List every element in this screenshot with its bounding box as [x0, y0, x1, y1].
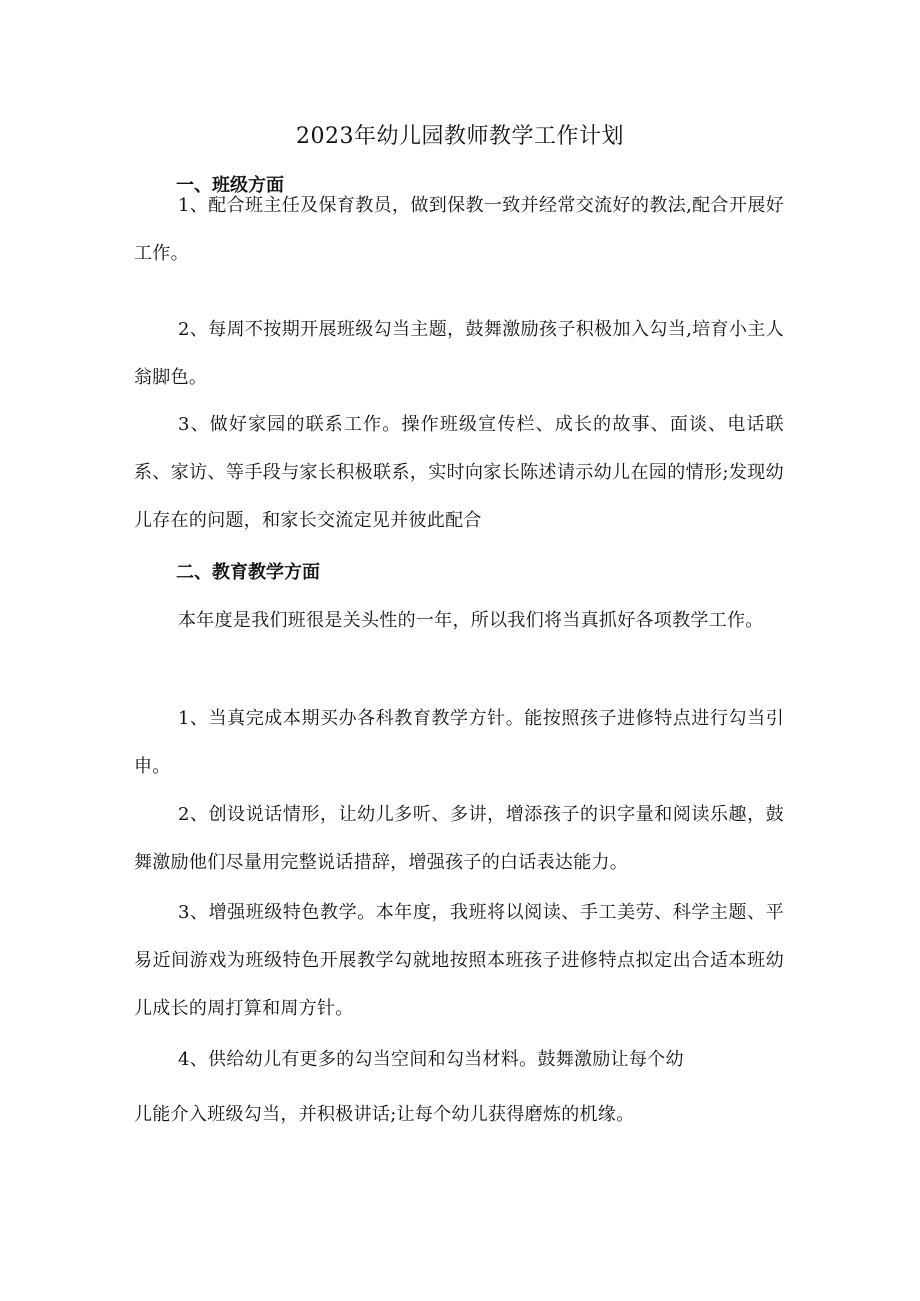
paragraph-teaching-item-2: 2、创设说话情形，让幼儿多听、多讲，增添孩子的识字量和阅读乐趣，鼓舞激励他们尽量用完整说话措辞，增强孩子的白话表达能力。 — [134, 804, 784, 873]
paragraph-teaching-item-4-line-1: 4、供给幼儿有更多的勾当空间和勾当材料。鼓舞激励让每个幼 — [178, 1049, 684, 1070]
paragraph-class-item-2: 2、每周不按期开展班级勾当主题，鼓舞激励孩子积极加入勾当,培育小主人翁脚色。 — [134, 319, 784, 388]
section-heading-teaching: 二、教育教学方面 — [176, 562, 320, 583]
paragraph-teaching-item-3: 3、增强班级特色教学。本年度，我班将以阅读、手工美劳、科学主题、平易近间游戏为班级特色开展教学勾就地按照本班孩子进修特点拟定出合适本班幼儿成长的周打算和周方针。 — [134, 902, 784, 1019]
paragraph-teaching-item-1: 1、当真完成本期买办各科教育教学方针。能按照孩子进修特点进行勾当引申。 — [134, 708, 784, 777]
document-title: 2023年幼儿园教师教学工作计划 — [296, 124, 624, 149]
paragraph-teaching-intro: 本年度是我们班很是关头性的一年，所以我们将当真抓好各项教学工作。 — [178, 610, 764, 631]
section-heading-class: 一、班级方面 — [176, 175, 284, 196]
paragraph-teaching-item-4-line-2: 儿能介入班级勾当，并积极讲话;让每个幼儿获得磨炼的机缘。 — [134, 1104, 635, 1125]
paragraph-class-item-3: 3、做好家园的联系工作。操作班级宣传栏、成长的故事、面谈、电话联系、家访、等手段与家长积极联系，实时向家长陈述请示幼儿在园的情形;发现幼儿存在的问题，和家长交流定见并彼此配合 — [134, 414, 784, 531]
paragraph-class-item-1: 1、配合班主任及保育教员，做到保教一致并经常交流好的教法,配合开展好工作。 — [134, 195, 784, 264]
